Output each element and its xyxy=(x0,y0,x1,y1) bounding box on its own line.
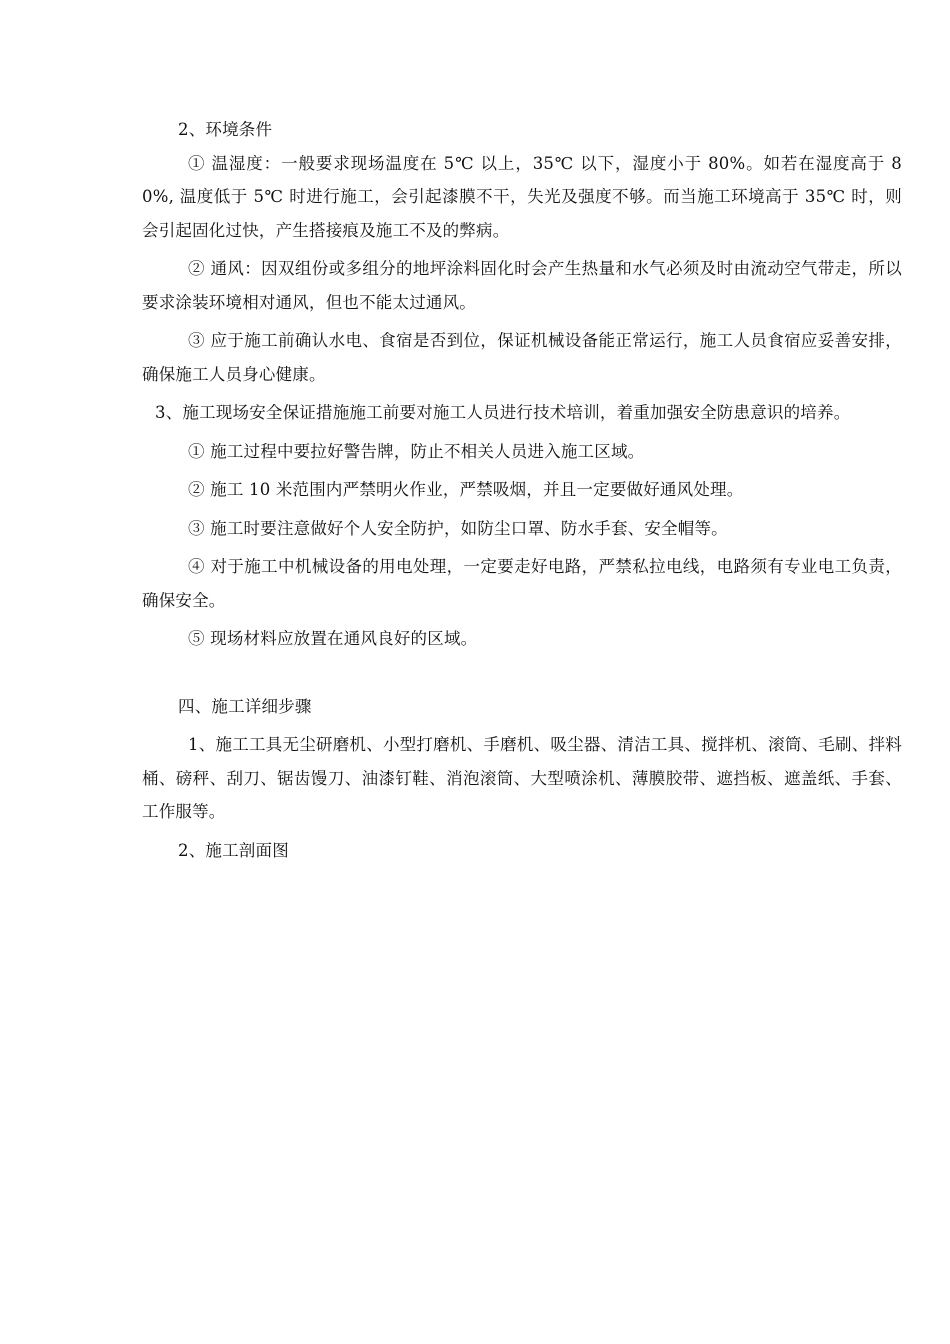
safety-measures-heading: 3、施工现场安全保证措施施工前要对施工人员进行技术培训，着重加强安全防患意识的培养。 xyxy=(155,403,851,422)
env-item-temperature-humidity: ① 温湿度：一般要求现场温度在 5℃ 以上，35℃ 以下，湿度小于 80%。如若在湿度高于 80%, 温度低于 5℃ 时进行施工，会引起漆膜不干，失光及强度不够。而当施工环境高于 35℃ 时，则会引起固化过快，产生搭接痕及施工不及的弊病。 xyxy=(142,153,902,240)
section-4-heading: 四、施工详细步骤 xyxy=(178,696,312,716)
safety-item-electricity: ④ 对于施工中机械设备的用电处理，一定要走好电路，严禁私拉电线，电路须有专业电工负责，确保安全。 xyxy=(142,557,902,610)
construction-tools-paragraph: 1、施工工具无尘研磨机、小型打磨机、手磨机、吸尘器、清洁工具、搅拌机、滚筒、毛刷、拌料桶、磅秤、刮刀、锯齿馒刀、油漆钉鞋、消泡滚筒、大型喷涂机、薄膜胶带、遮挡板、遮盖纸、手套、工作服等。 xyxy=(142,735,902,821)
safety-item-warning-signs: ① 施工过程中要拉好警告牌，防止不相关人员进入施工区域。 xyxy=(188,441,645,461)
environment-conditions-heading: 2、环境条件 xyxy=(178,120,273,139)
safety-item-no-fire: ② 施工 10 米范围内严禁明火作业，严禁吸烟，并且一定要做好通风处理。 xyxy=(188,480,744,499)
env-item-ventilation: ② 通风：因双组份或多组分的地坪涂料固化时会产生热量和水气必须及时由流动空气带走，所以要求涂装环境相对通风，但也不能太过通风。 xyxy=(142,259,902,312)
safety-item-materials-storage: ⑤ 现场材料应放置在通风良好的区域。 xyxy=(188,629,478,648)
safety-item-personal-protection: ③ 施工时要注意做好个人安全防护，如防尘口罩、防水手套、安全帽等。 xyxy=(188,518,728,538)
env-item-utilities-lodging: ③ 应于施工前确认水电、食宿是否到位，保证机械设备能正常运行，施工人员食宿应妥善安排，确保施工人员身心健康。 xyxy=(142,331,902,384)
document-body xyxy=(142,113,902,867)
construction-profile-heading: 2、施工剖面图 xyxy=(178,840,289,860)
